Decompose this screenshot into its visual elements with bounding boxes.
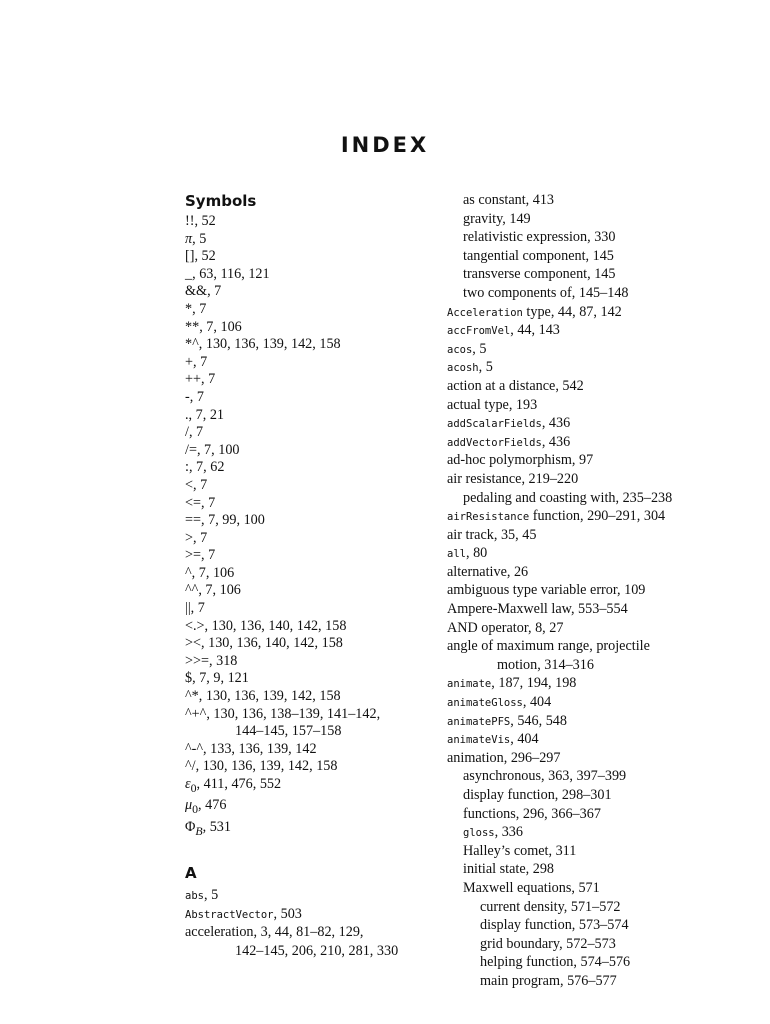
index-entry: $, 7, 9, 121 (185, 670, 249, 687)
index-entry: animate, 187, 194, 198 (447, 675, 577, 692)
index-entry: ==, 7, 99, 100 (185, 512, 265, 529)
page-title: INDEX (340, 133, 430, 157)
index-entry: all, 80 (447, 545, 488, 562)
index-subentry: tangential component, 145 (463, 247, 614, 264)
index-entry: accFromVel, 44, 143 (447, 322, 560, 339)
index-subsubentry: display function, 573–574 (480, 917, 629, 934)
index-entry: AbstractVector, 503 (185, 905, 302, 922)
index-entry: air resistance, 219–220 (447, 470, 579, 487)
index-entry: *, 7 (185, 300, 207, 317)
index-entry: $\varepsilon_0$, 411, 476, 552 (185, 776, 282, 795)
index-entry: ^-^, 133, 136, 139, 142 (185, 740, 317, 757)
index-subentry: Halley’s comet, 311 (463, 842, 577, 859)
index-column-left (185, 190, 440, 962)
index-entry: alternative, 26 (447, 563, 529, 580)
index-subentry: two components of, 145–148 (463, 284, 629, 301)
index-entry-continuation: 142–145, 206, 210, 281, 330 (235, 943, 399, 960)
index-subsubentry: main program, 576–577 (480, 972, 617, 989)
index-entry: action at a distance, 542 (447, 377, 584, 394)
index-entry: /, 7 (185, 424, 204, 441)
index-subentry: Maxwell equations, 571 (463, 879, 600, 896)
index-entry: ++, 7 (185, 371, 216, 388)
index-entry: abs, 5 (185, 887, 219, 904)
index-entry: -, 7 (185, 388, 204, 405)
index-entry: airResistance function, 290–291, 304 (447, 508, 666, 525)
index-entry: ambiguous type variable error, 109 (447, 582, 646, 599)
index-entry: >>=, 318 (185, 652, 238, 669)
index-entry: !!, 52 (185, 213, 216, 229)
index-entry: air track, 35, 45 (447, 526, 537, 543)
index-entry: ad-hoc polymorphism, 97 (447, 452, 594, 469)
index-subentry: as constant, 413 (463, 192, 555, 208)
index-subsubentry: helping function, 574–576 (480, 954, 631, 971)
index-entry: +, 7 (185, 353, 208, 370)
index-entry: Ampere-Maxwell law, 553–554 (447, 601, 628, 618)
index-entry-continuation: 144–145, 157–158 (235, 723, 342, 740)
index-subentry: pedaling and coasting with, 235–238 (463, 489, 673, 506)
index-entry: animateGloss, 404 (447, 694, 552, 711)
index-subentry: relativistic expression, 330 (463, 229, 616, 246)
index-entry: ^/, 130, 136, 139, 142, 158 (185, 758, 338, 775)
index-entry: angle of maximum range, projectile (447, 638, 650, 655)
index-entry: *^, 130, 136, 139, 142, 158 (185, 336, 341, 353)
index-entry: animatePFS, 546, 548 (447, 712, 567, 729)
index-entry: Acceleration type, 44, 87, 142 (447, 303, 622, 320)
index-entry: acosh, 5 (447, 359, 493, 376)
index-entry: [], 52 (185, 248, 216, 265)
index-subentry: gravity, 149 (463, 210, 531, 227)
index-entry: >=, 7 (185, 547, 216, 564)
index-entry: <, 7 (185, 476, 208, 493)
index-column-right (447, 192, 747, 992)
index-entry: π, 5 (185, 230, 207, 247)
index-subentry: asynchronous, 363, 397–399 (463, 768, 627, 785)
index-entry: ., 7, 21 (185, 406, 225, 423)
section-heading-a: A (185, 864, 197, 883)
index-entry: AND operator, 8, 27 (447, 619, 564, 636)
index-entry: ^+^, 130, 136, 138–139, 141–142, (185, 705, 381, 722)
index-entry: acos, 5 (447, 340, 487, 357)
index-subentry: functions, 296, 366–367 (463, 805, 601, 822)
index-entry: <.>, 130, 136, 140, 142, 158 (185, 617, 347, 634)
index-subsubentry: grid boundary, 572–573 (480, 935, 616, 952)
index-entry: /=, 7, 100 (185, 441, 240, 458)
index-subsubentry: current density, 571–572 (480, 898, 621, 915)
index-entry: >, 7 (185, 529, 208, 546)
index-entry-continuation: motion, 314–316 (497, 656, 594, 673)
index-entry: ^, 7, 106 (185, 564, 235, 581)
index-subentry: display function, 298–301 (463, 787, 612, 803)
index-entry: <=, 7 (185, 494, 216, 511)
index-entry: actual type, 193 (447, 396, 538, 413)
index-entry: _, 63, 116, 121 (185, 265, 270, 282)
index-entry: ^*, 130, 136, 139, 142, 158 (185, 688, 341, 705)
index-entry: addVectorFields, 436 (447, 433, 571, 450)
index-entry: ^^, 7, 106 (185, 582, 241, 599)
index-entry: addScalarFields, 436 (447, 415, 571, 432)
index-entry: $\mu_0$, 476 (185, 797, 227, 817)
index-subentry: gloss, 336 (463, 824, 523, 841)
index-subentry: initial state, 298 (463, 861, 555, 878)
index-entry: acceleration, 3, 44, 81–82, 129, (185, 924, 364, 941)
index-entry: &&, 7 (185, 283, 222, 300)
section-heading-symbols: Symbols (185, 192, 257, 210)
index-entry: animation, 296–297 (447, 749, 561, 766)
index-entry: **, 7, 106 (185, 318, 242, 335)
index-entry: ||, 7 (185, 600, 205, 617)
index-entry: animateVis, 404 (447, 731, 539, 748)
index-entry: $\Phi_B$, 531 (185, 818, 231, 838)
index-entry: ><, 130, 136, 140, 142, 158 (185, 635, 343, 652)
index-subentry: transverse component, 145 (463, 266, 616, 283)
index-entry: :, 7, 62 (185, 459, 225, 476)
